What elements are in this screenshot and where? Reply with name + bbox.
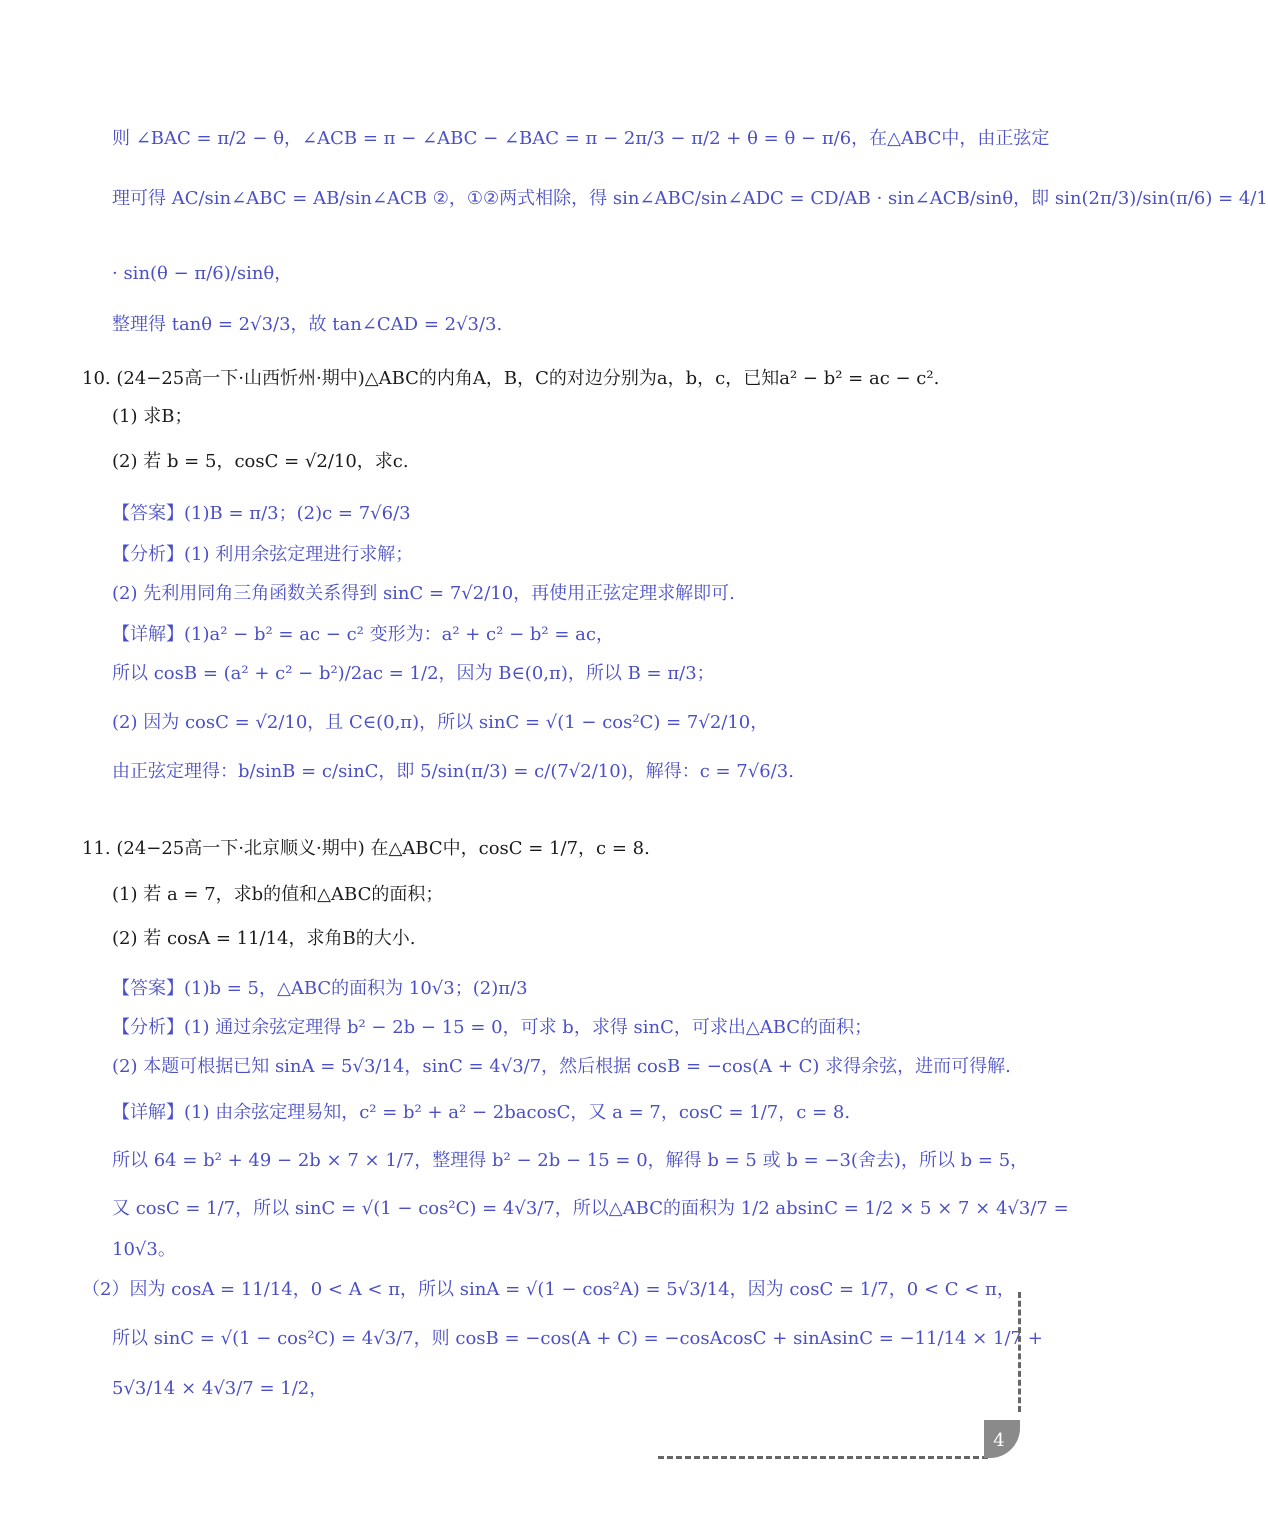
text-line: 10√3。 <box>112 1239 176 1260</box>
page-frame-bottom <box>658 1456 988 1459</box>
page-number-tab <box>984 1420 1020 1458</box>
text-line: 所以 cosB = (a² + c² − b²)/2ac = 1/2，因为 B∈(0,π)，所以 B = π/3； <box>112 663 715 684</box>
text-line: 所以 sinC = √(1 − cos²C) = 4√3/7，则 cosB = −cos(A + C) = −cosAcosC + sinAsinC = −11/14 × 1/7 + <box>112 1328 1043 1349</box>
text-line: · sin(θ − π/6)/sinθ， <box>112 263 293 284</box>
text-line: 由正弦定理得：b/sinB = c/sinC，即 5/sin(π/3) = c/(7√2/10)，解得：c = 7√6/3. <box>112 761 794 782</box>
text-line: (2) 本题可根据已知 sinA = 5√3/14，sinC = 4√3/7，然后根据 cosB = −cos(A + C) 求得余弦，进而可得解. <box>112 1056 1011 1077</box>
text-line: 又 cosC = 1/7，所以 sinC = √(1 − cos²C) = 4√3/7，所以△ABC的面积为 1/2 absinC = 1/2 × 5 × 7 × 4√3/7 = <box>112 1198 1069 1219</box>
text-line: 5√3/14 × 4√3/7 = 1/2， <box>112 1378 328 1399</box>
text-line: 理可得 AC/sin∠ABC = AB/sin∠ACB ②，①②两式相除，得 sin∠ABC/sin∠ADC = CD/AB · sin∠ACB/sinθ，即 sin(2π/3)/sin(π/6) = 4/1 <box>112 188 1268 209</box>
text-line: 【详解】(1) 由余弦定理易知，c² = b² + a² − 2bacosC，又 a = 7，cosC = 1/7，c = 8. <box>112 1102 851 1123</box>
text-line: 所以 64 = b² + 49 − 2b × 7 × 1/7，整理得 b² − 2b − 15 = 0，解得 b = 5 或 b = −3(舍去)，所以 b = 5， <box>112 1150 1029 1171</box>
text-line: 整理得 tanθ = 2√3/3，故 tan∠CAD = 2√3/3. <box>112 314 503 335</box>
page-frame-right <box>1018 1292 1021 1412</box>
page-number: 4 <box>993 1430 1005 1451</box>
text-line: (2) 若 cosA = 11/14，求角B的大小. <box>112 928 416 949</box>
text-line: （2）因为 cosA = 11/14，0 < A < π，所以 sinA = √(1 − cos²A) = 5√3/14，因为 cosC = 1/7，0 < C < π， <box>82 1279 1015 1300</box>
text-line: (2) 若 b = 5，cosC = √2/10，求c. <box>112 451 409 472</box>
text-line: (2) 因为 cosC = √2/10，且 C∈(0,π)，所以 sinC = √(1 − cos²C) = 7√2/10， <box>112 712 769 733</box>
text-line: 【答案】(1)B = π/3；(2)c = 7√6/3 <box>112 503 411 524</box>
text-line: 11. (24−25高一下·北京顺义·期中) 在△ABC中，cosC = 1/7，c = 8. <box>82 838 650 859</box>
text-line: 【分析】(1) 通过余弦定理得 b² − 2b − 15 = 0，可求 b，求得 sinC，可求出△ABC的面积； <box>112 1017 873 1038</box>
text-line: (2) 先利用同角三角函数关系得到 sinC = 7√2/10，再使用正弦定理求解即可. <box>112 583 735 604</box>
text-line: 10. (24−25高一下·山西忻州·期中)△ABC的内角A，B，C的对边分别为a，b，c，已知a² − b² = ac − c². <box>82 368 940 389</box>
text-line: (1) 若 a = 7，求b的值和△ABC的面积； <box>112 884 444 905</box>
text-line: 【分析】(1) 利用余弦定理进行求解； <box>112 544 414 565</box>
text-line: 则 ∠BAC = π/2 − θ，∠ACB = π − ∠ABC − ∠BAC = π − 2π/3 − π/2 + θ = θ − π/6，在△ABC中，由正弦定 <box>112 128 1050 149</box>
text-line: 【详解】(1)a² − b² = ac − c² 变形为：a² + c² − b² = ac， <box>112 624 614 645</box>
text-line: 【答案】(1)b = 5，△ABC的面积为 10√3；(2)π/3 <box>112 978 528 999</box>
text-line: (1) 求B； <box>112 406 193 427</box>
